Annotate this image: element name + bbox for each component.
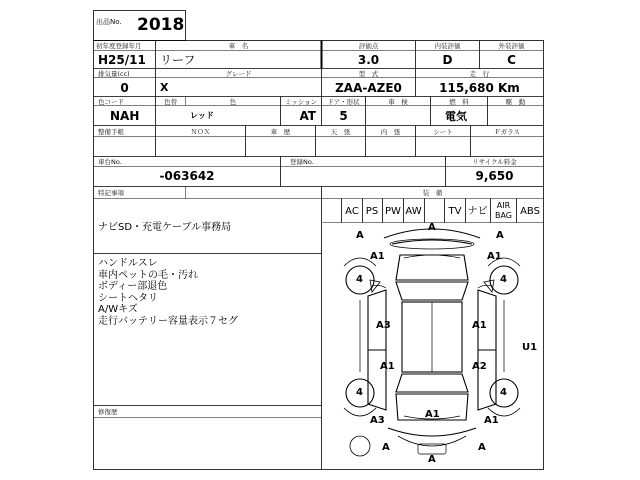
exterior-grade-label: 外装評価 [498, 42, 525, 50]
trim-label: 内 張 [380, 128, 401, 136]
damage-roof: U1 [522, 342, 538, 353]
exterior-grade-value: C [507, 53, 516, 67]
nox-label: ＮＯＸ [190, 128, 211, 136]
inspection-label: 車 検 [388, 98, 408, 106]
notes-line1: ナビSD・充電ケーブル事務局 [98, 222, 232, 233]
damage-door-rl: A1 [380, 361, 395, 372]
color-value: レッド [190, 111, 214, 120]
equipment-label: 装 備 [422, 189, 443, 197]
car-history-label: 車 歴 [270, 128, 291, 136]
damage-front-center: A [428, 222, 436, 233]
mileage-label: 走 行 [469, 70, 490, 78]
damage-wheel-rl: 4 [356, 387, 363, 398]
damage-fender-left: A1 [370, 251, 385, 262]
equip-airbag: AIR BAG [494, 201, 513, 220]
notes-item: ボディー部退色 [98, 281, 168, 292]
damage-rear-left-2: A [382, 442, 390, 453]
car-name-value: リーフ [160, 53, 196, 67]
displacement-value: 0 [120, 81, 129, 95]
first-reg-label: 初年度登録年月 [96, 42, 142, 50]
damage-wheel-fl: 4 [356, 274, 363, 285]
fuel-label: 燃 料 [449, 98, 469, 106]
headliner-label: 天 張 [330, 128, 351, 136]
recycle-fee-label: リサイクル料金 [472, 158, 517, 166]
fuel-value: 電気 [445, 110, 467, 123]
damage-front-left: A [356, 230, 364, 241]
transmission-label: ミッション [284, 98, 318, 106]
recycle-fee-value: 9,650 [475, 169, 514, 183]
notes-item: ハンドルスレ [98, 258, 158, 269]
front-glass-label: Ｆガラス [494, 128, 520, 136]
score-label: 評価点 [358, 42, 379, 50]
lot-number: 2018 [137, 15, 185, 35]
damage-front-right: A [496, 230, 504, 241]
drive-label: 駆 動 [505, 98, 526, 106]
damage-door-fr: A1 [472, 320, 487, 331]
equip-ps: PS [365, 206, 379, 217]
interior-grade-value: D [442, 53, 453, 67]
equip-aw: AW [405, 206, 422, 217]
color-label: 色 [229, 98, 237, 106]
damage-door-fl: A3 [376, 320, 391, 331]
color-code-label: 色コード [98, 98, 124, 106]
damage-wheel-rr: 4 [500, 387, 507, 398]
color-code-value: NAH [110, 109, 140, 123]
damage-rear-right: A1 [484, 415, 499, 426]
grade-value: X [160, 81, 169, 94]
interior-grade-label: 内装評価 [434, 42, 461, 50]
notes-item: シートヘタリ [98, 292, 158, 304]
equip-ac: AC [345, 206, 359, 217]
doors-label: ドア・形状 [327, 98, 360, 106]
notes-item: 走行バッテリー容量表示７セグ [98, 315, 238, 327]
notes-label: 特記事項 [98, 189, 124, 197]
notes-item: 車内ペットの毛・汚れ [98, 269, 198, 281]
chassis-value: -063642 [159, 169, 215, 183]
equip-abs: ABS [520, 206, 540, 217]
equip-tv: TV [448, 206, 462, 217]
damage-rear-left: A3 [370, 415, 385, 426]
notes-item: A/Wキズ [98, 304, 138, 315]
damage-fender-right: A1 [487, 251, 502, 262]
equip-navi: ナビ [467, 206, 488, 217]
mileage-value: 115,680 Km [439, 81, 520, 95]
damage-door-rr: A2 [472, 361, 487, 372]
score-value: 3.0 [357, 53, 380, 67]
lot-number-label: 出品No. [96, 18, 122, 26]
transmission-value: AT [299, 109, 316, 123]
doors-value: 5 [339, 109, 348, 123]
seat-label: シート [433, 128, 453, 136]
first-reg-value: H25/11 [98, 53, 146, 67]
repair-history-label: 修復歴 [98, 408, 118, 416]
grade-label: グレード [225, 70, 252, 78]
model-label: 型 式 [358, 70, 379, 78]
car-name-label: 車 名 [228, 42, 249, 50]
equip-blank [424, 201, 444, 222]
chassis-label: 車台No. [98, 158, 122, 166]
damage-rear-center: A [428, 454, 436, 465]
color-change-label: 色替 [164, 98, 177, 106]
damage-trunk: A1 [425, 409, 440, 420]
registration-label: 登録No. [290, 158, 314, 166]
damage-rear-right-2: A [478, 442, 486, 453]
equip-pw: PW [385, 206, 401, 217]
damage-wheel-fr: 4 [500, 274, 507, 285]
displacement-label: 排気量(cc) [98, 70, 130, 78]
model-value: ZAA-AZE0 [335, 81, 402, 95]
service-book-label: 整備手帳 [98, 128, 124, 136]
